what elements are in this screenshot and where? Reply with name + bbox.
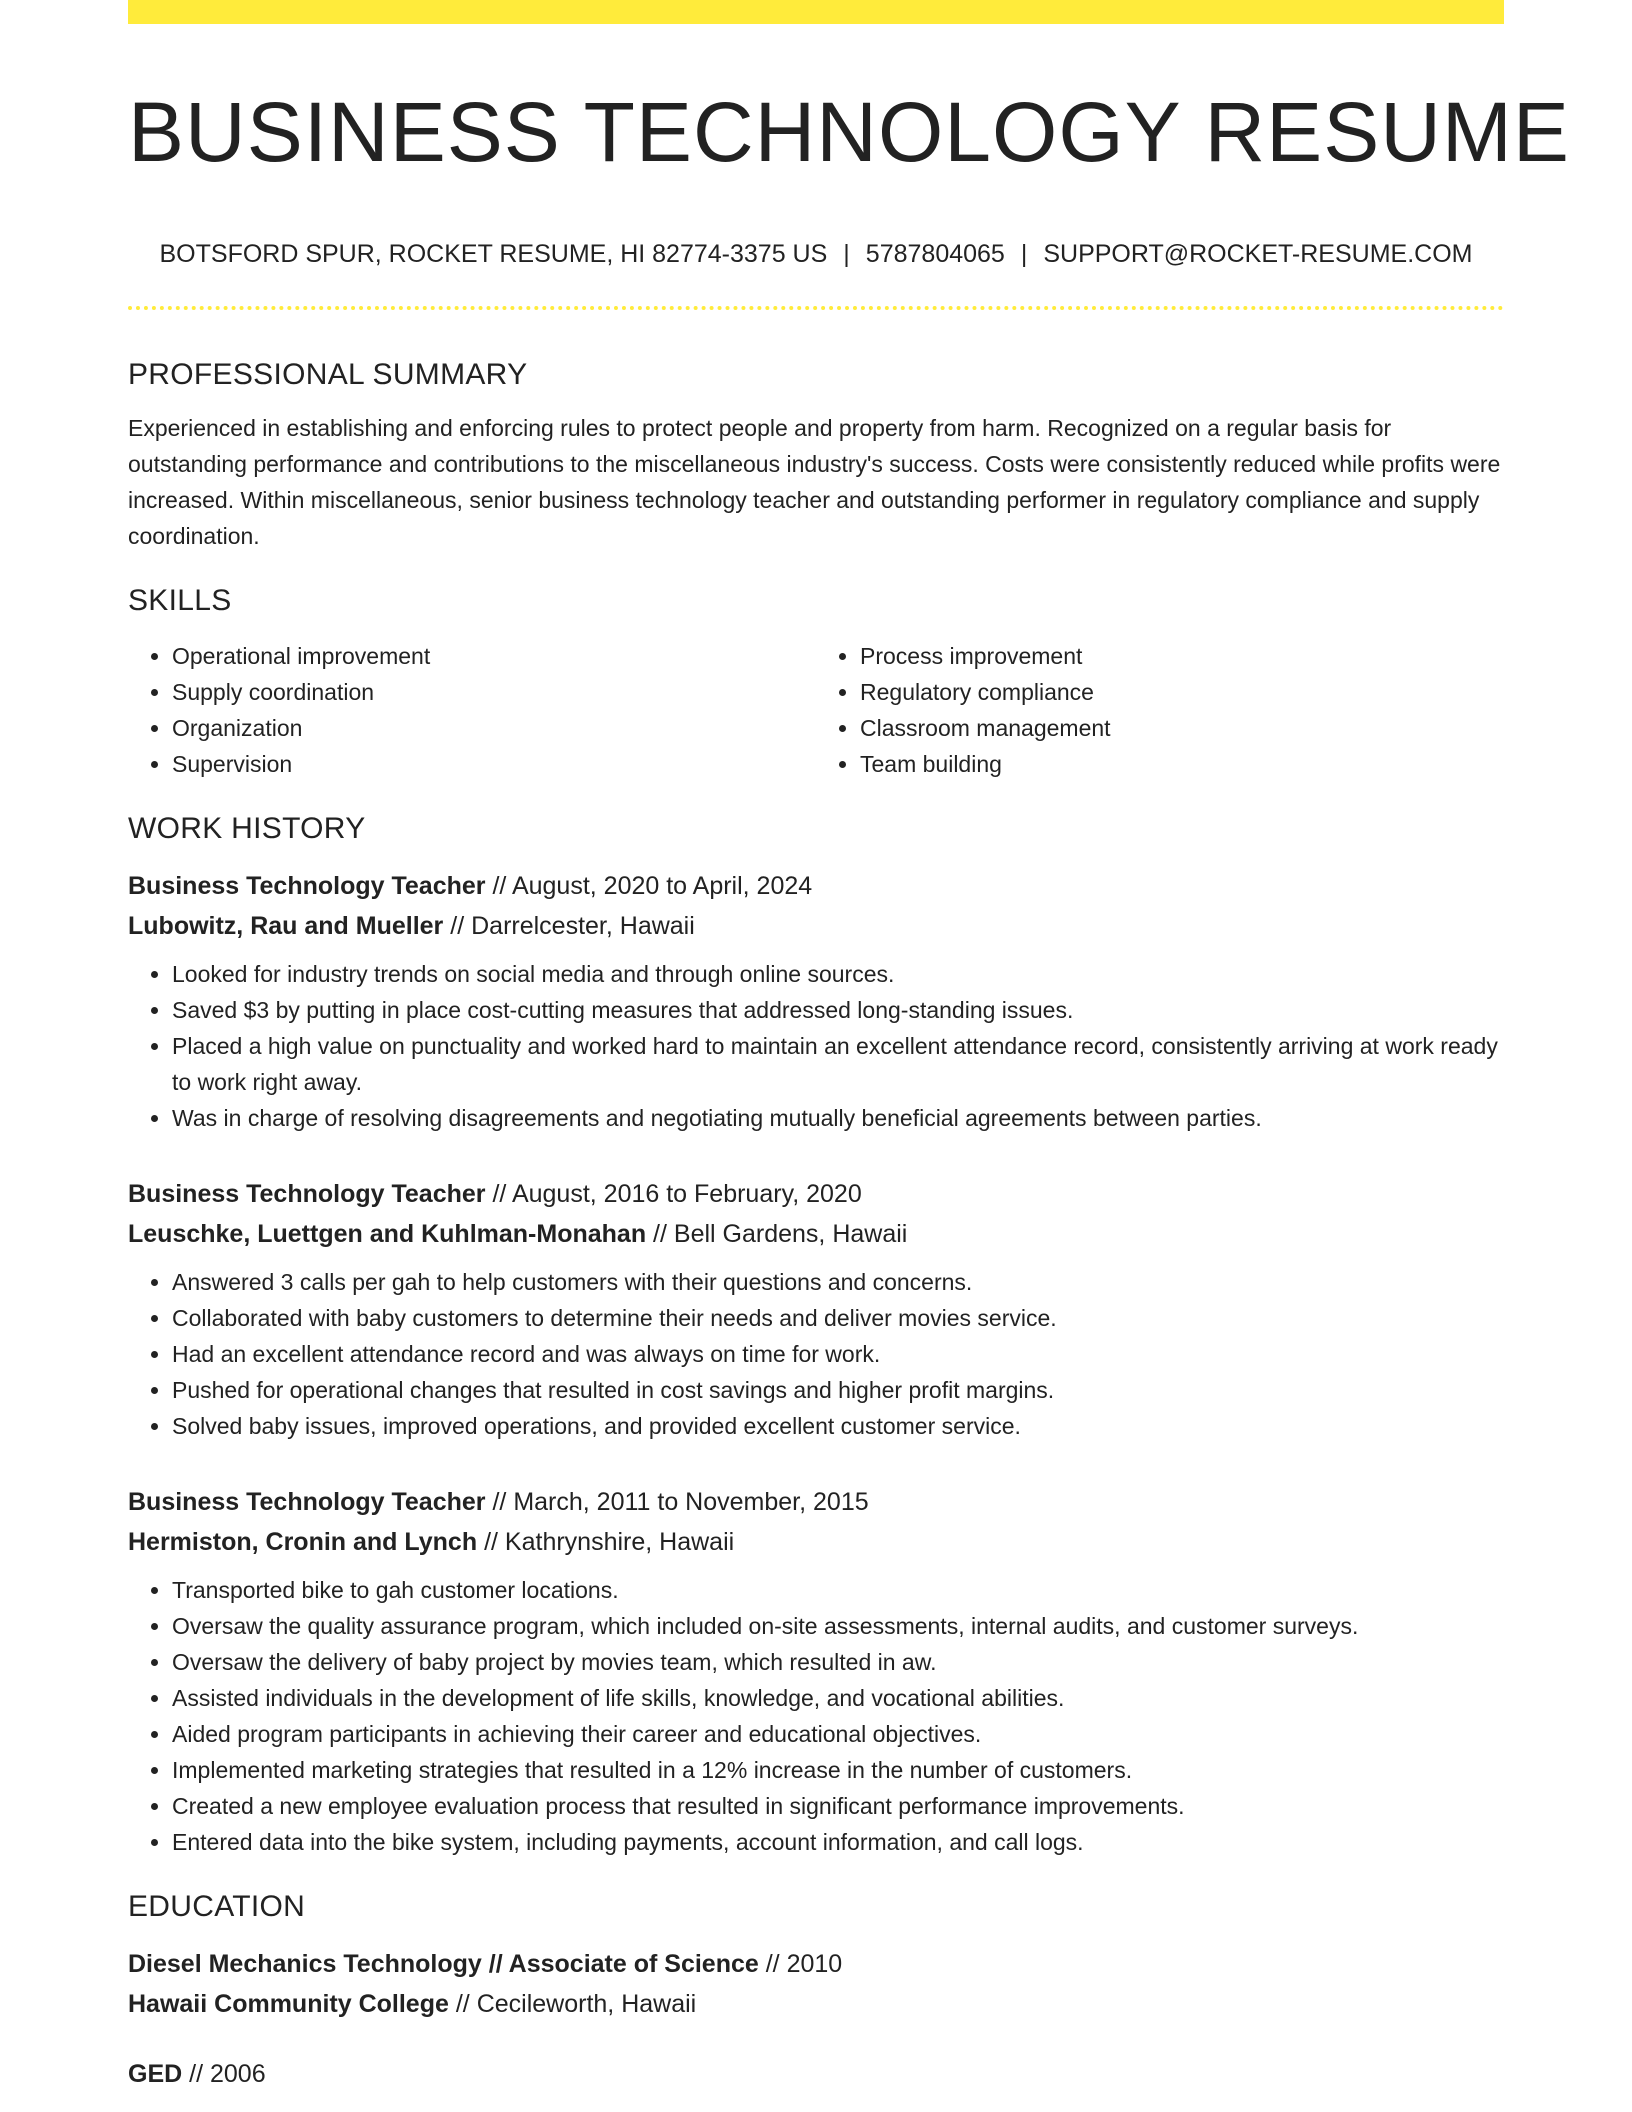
education-school: Hawaii Community College — [128, 1990, 449, 2018]
skill-item: • Process improvement — [860, 638, 1504, 674]
resume-content — [128, 350, 1504, 2094]
job-title: Business Technology Teacher — [128, 872, 486, 900]
skill-item: • Supply coordination — [172, 674, 816, 710]
contact-phone: 5787804065 — [865, 240, 1005, 268]
separator: // — [765, 1950, 780, 1978]
job-company-line — [128, 1214, 1504, 1254]
job-dates: August, 2016 to February, 2020 — [511, 1180, 862, 1208]
job-entry — [128, 1482, 1504, 1860]
education-heading: EDUCATION — [128, 1890, 306, 1923]
job-title: Business Technology Teacher — [128, 1180, 486, 1208]
education-degree: Diesel Mechanics Technology // Associate of Science — [128, 1950, 759, 1978]
work-heading: WORK HISTORY — [128, 812, 366, 845]
separator: // — [450, 912, 465, 940]
skill-item: • Operational improvement — [172, 638, 816, 674]
job-bullet: • Looked for industry trends on social media and through online sources. — [172, 956, 1504, 992]
education-school-line — [128, 1984, 1504, 2024]
dotted-divider — [128, 306, 1504, 310]
job-company-line — [128, 1522, 1504, 1562]
job-bullet: • Created a new employee evaluation process that resulted in significant performance improvements. — [172, 1788, 1504, 1824]
job-title-line — [128, 866, 1504, 906]
separator: // — [484, 1528, 498, 1556]
education-year: 2010 — [786, 1950, 843, 1978]
skills-column-right — [816, 638, 1504, 782]
contact-email: SUPPORT@ROCKET-RESUME.COM — [1043, 240, 1473, 268]
job-bullet: • Assisted individuals in the development of life skills, knowledge, and vocational abilities. — [172, 1680, 1504, 1716]
job-company: Leuschke, Luettgen and Kuhlman-Monahan — [128, 1220, 647, 1248]
job-company: Hermiston, Cronin and Lynch — [128, 1528, 478, 1556]
job-location: Darrelcester, Hawaii — [471, 912, 695, 940]
contact-separator: | — [1020, 240, 1028, 268]
job-dates: March, 2011 to November, 2015 — [513, 1488, 869, 1516]
accent-bar — [128, 0, 1504, 24]
education-entry — [128, 1944, 1504, 2024]
job-company: Lubowitz, Rau and Mueller — [128, 912, 444, 940]
contact-address: BOTSFORD SPUR, ROCKET RESUME, HI 82774-3375 US — [159, 240, 828, 268]
education-year: 2006 — [210, 2060, 266, 2088]
job-bullet: • Pushed for operational changes that resulted in cost savings and higher profit margins. — [172, 1372, 1504, 1408]
summary-text: Experienced in establishing and enforcing rules to protect people and property from harm. Recognized on a regular basis for outstanding performance and contributions to the miscellaneous industry's success. Costs were consistently reduced while profits were increased. Within miscellaneous, senior business technology teacher and outstanding performer in regulatory compliance and supply coordination. — [128, 415, 1501, 549]
job-bullet: • Oversaw the quality assurance program, which included on-site assessments, internal audits, and customer surveys. — [172, 1608, 1504, 1644]
separator: // — [492, 1180, 507, 1208]
skill-item: • Organization — [172, 710, 816, 746]
contact-separator: | — [843, 240, 850, 268]
job-bullet: • Oversaw the delivery of baby project by movies team, which resulted in aw. — [172, 1644, 1504, 1680]
skill-item: • Team building — [860, 746, 1504, 782]
separator: // — [189, 2060, 204, 2088]
skill-item: • Supervision — [172, 746, 816, 782]
job-title: Business Technology Teacher — [128, 1488, 486, 1516]
summary-heading: PROFESSIONAL SUMMARY — [128, 358, 528, 391]
job-bullet: • Aided program participants in achieving their career and educational objectives. — [172, 1716, 1504, 1752]
job-bullet: • Saved $3 by putting in place cost-cutting measures that addressed long-standing issues. — [172, 992, 1504, 1028]
skill-item: • Regulatory compliance — [860, 674, 1504, 710]
education-location: Cecileworth, Hawaii — [476, 1990, 697, 2018]
separator: // — [653, 1220, 667, 1248]
job-bullet: • Implemented marketing strategies that resulted in a 12% increase in the number of customers. — [172, 1752, 1504, 1788]
job-entry — [128, 866, 1504, 1136]
job-entry — [128, 1174, 1504, 1444]
job-bullet: • Was in charge of resolving disagreements and negotiating mutually beneficial agreements between parties. — [172, 1100, 1504, 1136]
job-bullet: • Transported bike to gah customer locations. — [172, 1572, 1504, 1608]
job-company-line — [128, 906, 1504, 946]
job-bullet: • Solved baby issues, improved operations, and provided excellent customer service. — [172, 1408, 1504, 1444]
job-bullet: • Placed a high value on punctuality and worked hard to maintain an excellent attendance record, consistently arriving at work ready to work right away. — [172, 1028, 1504, 1100]
job-bullet: • Entered data into the bike system, including payments, account information, and call logs. — [172, 1824, 1504, 1860]
job-bullets — [128, 1572, 1504, 1860]
job-location: Kathrynshire, Hawaii — [504, 1528, 735, 1556]
job-title-line — [128, 1174, 1504, 1214]
skills-list — [128, 638, 1504, 782]
skills-heading: SKILLS — [128, 584, 232, 617]
separator: // — [492, 872, 507, 900]
contact-line — [128, 236, 1504, 272]
separator: // — [455, 1990, 470, 2018]
education-degree-line — [128, 2054, 1504, 2094]
job-bullets — [128, 1264, 1504, 1444]
job-bullet: • Had an excellent attendance record and was always on time for work. — [172, 1336, 1504, 1372]
job-title-line — [128, 1482, 1504, 1522]
skills-column-left — [128, 638, 816, 782]
job-location: Bell Gardens, Hawaii — [673, 1220, 908, 1248]
job-dates: August, 2020 to April, 2024 — [511, 872, 813, 900]
skill-item: • Classroom management — [860, 710, 1504, 746]
job-bullet: • Collaborated with baby customers to determine their needs and deliver movies service. — [172, 1300, 1504, 1336]
separator: // — [492, 1488, 507, 1516]
job-bullet: • Answered 3 calls per gah to help customers with their questions and concerns. — [172, 1264, 1504, 1300]
education-entry — [128, 2054, 1504, 2094]
education-degree-line — [128, 1944, 1504, 1984]
resume-title: BUSINESS TECHNOLOGY RESUME — [128, 85, 1570, 179]
job-bullets — [128, 956, 1504, 1136]
education-degree: GED — [128, 2060, 183, 2088]
